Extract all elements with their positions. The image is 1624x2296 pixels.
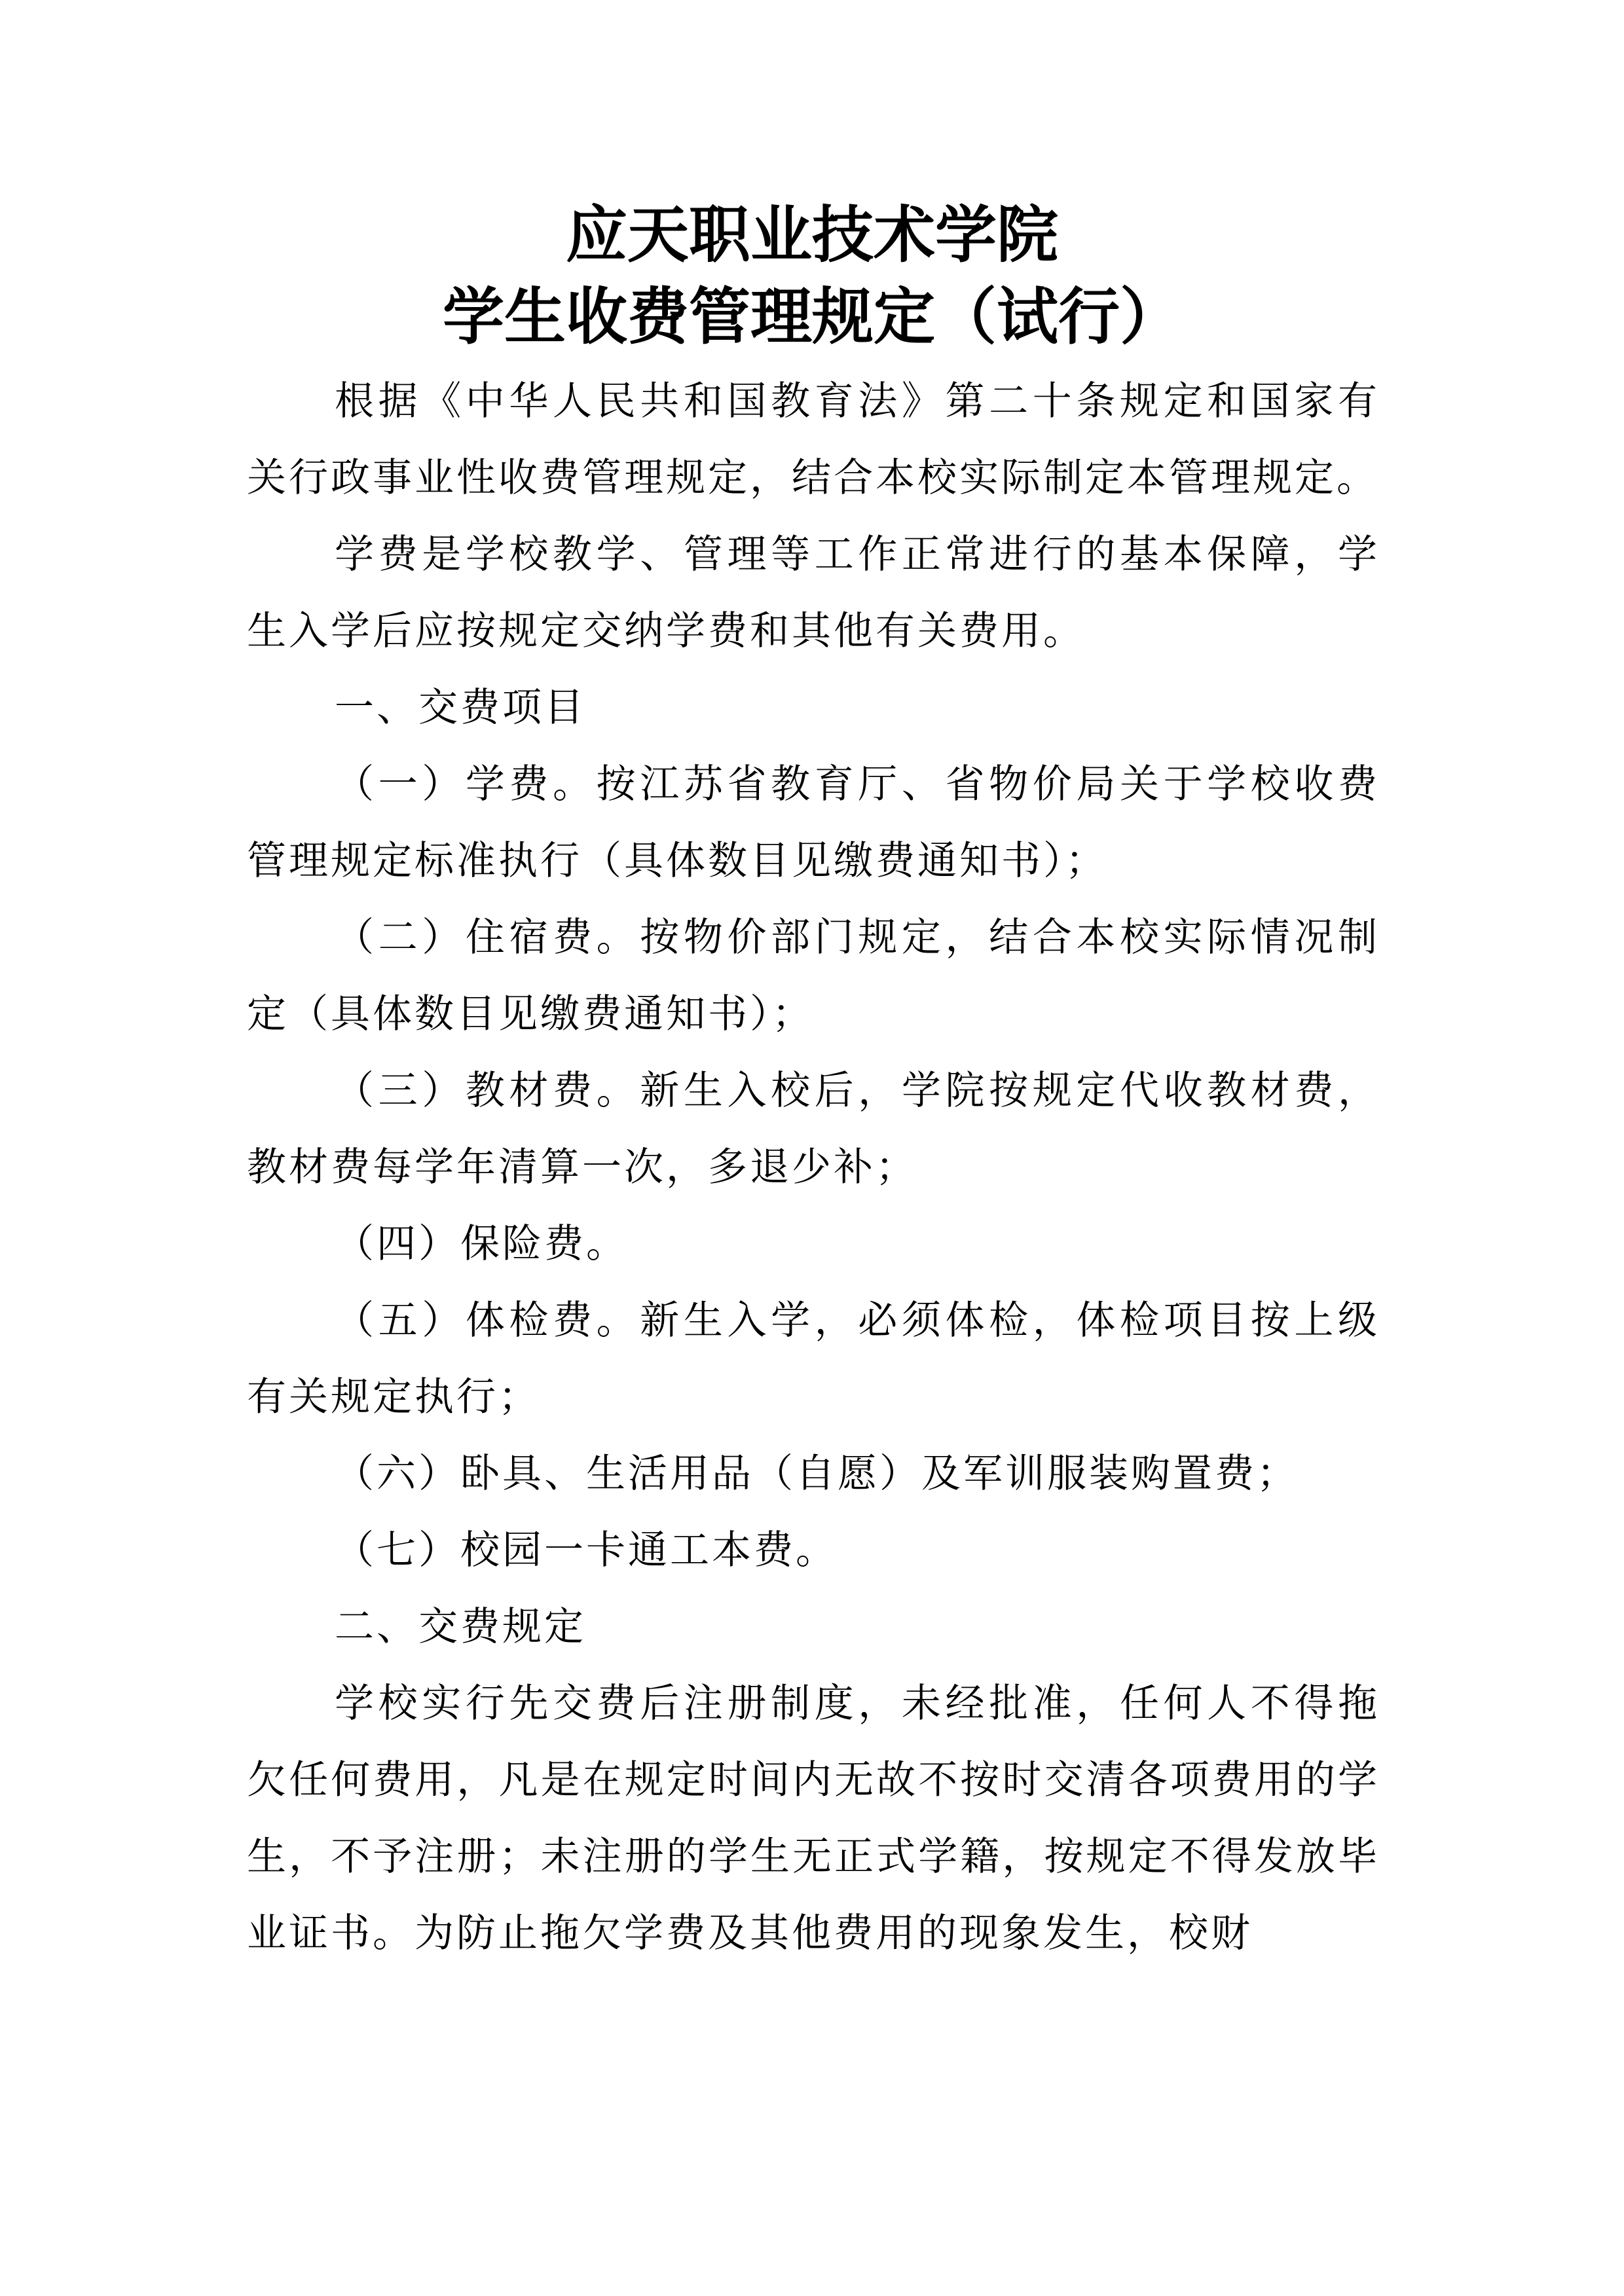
fee-item-tuition: （一）学费。按江苏省教育厅、省物价局关于学校收费管理规定标准执行（具体数目见缴费通知书）； xyxy=(247,761,1380,884)
fee-item-campus-card: （七）校园一卡通工本费。 xyxy=(335,1527,838,1573)
fee-item-accommodation: （二）住宿费。按物价部门规定，结合本校实际情况制定（具体数目见缴费通知书）； xyxy=(247,915,1380,1037)
fee-item-textbooks: （三）教材费。新生入校后，学院按规定代收教材费，教材费每学年清算一次，多退少补； xyxy=(247,1068,1380,1190)
fee-item-medical-exam: （五）体检费。新生入学，必须体检，体检项目按上级有关规定执行； xyxy=(247,1298,1380,1420)
document-title-line-1: 应天职业技术学院 xyxy=(565,199,1058,271)
section-heading-fee-items: 一、交费项目 xyxy=(335,685,586,731)
document-title-line-2: 学生收费管理规定（试行） xyxy=(442,281,1181,353)
document-body xyxy=(247,363,1380,1972)
paragraph-tuition-purpose: 学费是学校教学、管理等工作正常进行的基本保障，学生入学后应按规定交纳学费和其他有关费用。 xyxy=(247,532,1380,654)
section-heading-payment-rules: 二、交费规定 xyxy=(335,1604,586,1650)
fee-item-bedding-uniform: （六）卧具、生活用品（自愿）及军训服装购置费； xyxy=(335,1451,1299,1497)
paragraph-payment-rules: 学校实行先交费后注册制度，未经批准，任何人不得拖欠任何费用，凡是在规定时间内无故不按时交清各项费用的学生，不予注册；未注册的学生无正式学籍，按规定不得发放毕业证书。为防止拖欠学费及其他费用的现象发生，校财 xyxy=(247,1681,1380,1956)
fee-item-insurance: （四）保险费。 xyxy=(335,1221,628,1267)
paragraph-legal-basis: 根据《中华人民共和国教育法》第二十条规定和国家有关行政事业性收费管理规定，结合本校实际制定本管理规定。 xyxy=(247,378,1380,501)
